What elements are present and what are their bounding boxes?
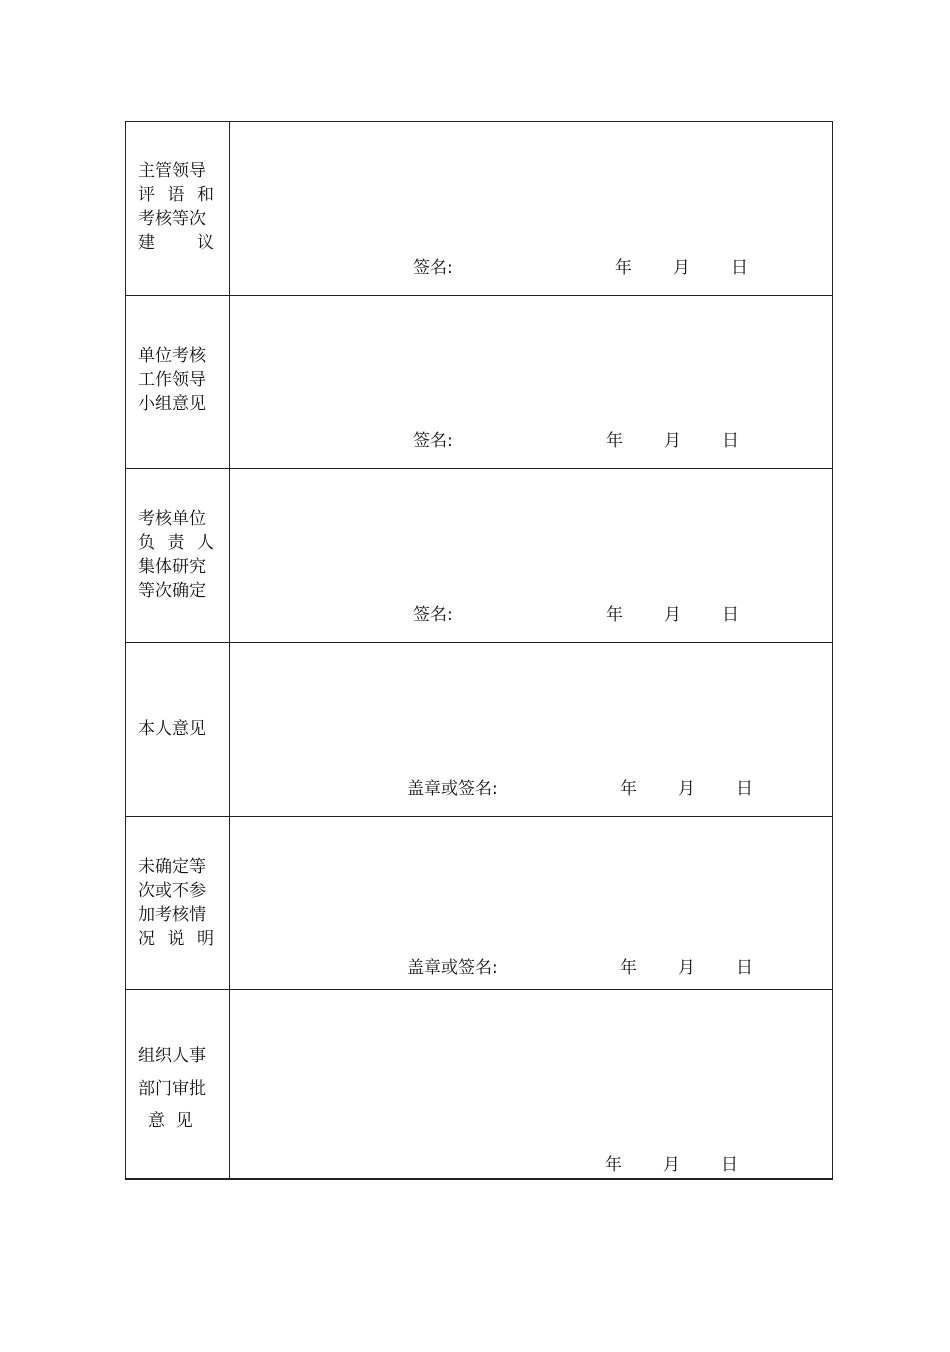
signature-label: 签名: — [413, 258, 453, 278]
row-label-line: 况 说 明 — [138, 929, 214, 949]
row-label-line: 加考核情 — [138, 905, 206, 925]
date-month-label: 月 — [663, 1155, 680, 1175]
date-day-label: 日 — [736, 958, 753, 978]
row-label-cell — [126, 643, 230, 816]
row-label-line: 等次确定 — [138, 581, 206, 601]
date-day-label: 日 — [731, 258, 748, 278]
row-label-line: 工作领导 — [138, 370, 206, 390]
date-day-label: 日 — [722, 431, 739, 451]
date-year-label: 年 — [620, 958, 637, 978]
row-undetermined-grade-explanation — [126, 817, 832, 990]
seal-or-signature-label: 盖章或签名: — [407, 958, 498, 978]
row-label-line: 部门审批 — [138, 1079, 206, 1099]
row-label-line: 意 见 — [148, 1111, 193, 1131]
row-label-line: 本人意见 — [138, 719, 206, 739]
row-label-line: 集体研究 — [138, 557, 206, 577]
date-day-label: 日 — [736, 779, 753, 799]
date-month-label: 月 — [678, 779, 695, 799]
row-label-line: 考核等次 — [138, 209, 206, 229]
date-day-label: 日 — [721, 1155, 738, 1175]
row-label-line: 评 语 和 — [138, 185, 214, 205]
row-label-line: 组织人事 — [138, 1046, 206, 1066]
row-unit-leadership-opinion — [126, 296, 832, 469]
seal-or-signature-label: 盖章或签名: — [407, 779, 498, 799]
date-month-label: 月 — [664, 605, 681, 625]
appraisal-form-table — [125, 121, 833, 1180]
row-label-line: 未确定等 — [138, 857, 206, 877]
date-year-label: 年 — [606, 431, 623, 451]
row-label-line: 单位考核 — [138, 346, 206, 366]
row-label-line: 次或不参 — [138, 881, 206, 901]
row-label-cell — [126, 296, 230, 468]
signature-label: 签名: — [413, 431, 453, 451]
date-month-label: 月 — [664, 431, 681, 451]
row-supervisor-comments — [126, 122, 832, 296]
row-label-line: 主管领导 — [138, 161, 206, 181]
row-label-cell — [126, 990, 230, 1179]
row-label-line: 小组意见 — [138, 394, 206, 414]
row-personal-opinion — [126, 643, 832, 817]
row-hr-approval-opinion — [126, 990, 832, 1179]
row-label-cell — [126, 122, 230, 295]
row-label-cell — [126, 817, 230, 989]
date-year-label: 年 — [606, 605, 623, 625]
row-unit-head-decision — [126, 469, 832, 643]
row-label-line: 建 议 — [138, 233, 214, 253]
date-year-label: 年 — [620, 779, 637, 799]
date-month-label: 月 — [678, 958, 695, 978]
date-year-label: 年 — [615, 258, 632, 278]
date-day-label: 日 — [722, 605, 739, 625]
row-label-line: 负 责 人 — [138, 533, 214, 553]
row-label-line: 考核单位 — [138, 509, 206, 529]
row-label-cell — [126, 469, 230, 642]
date-month-label: 月 — [673, 258, 690, 278]
signature-label: 签名: — [413, 605, 453, 625]
date-year-label: 年 — [605, 1155, 622, 1175]
